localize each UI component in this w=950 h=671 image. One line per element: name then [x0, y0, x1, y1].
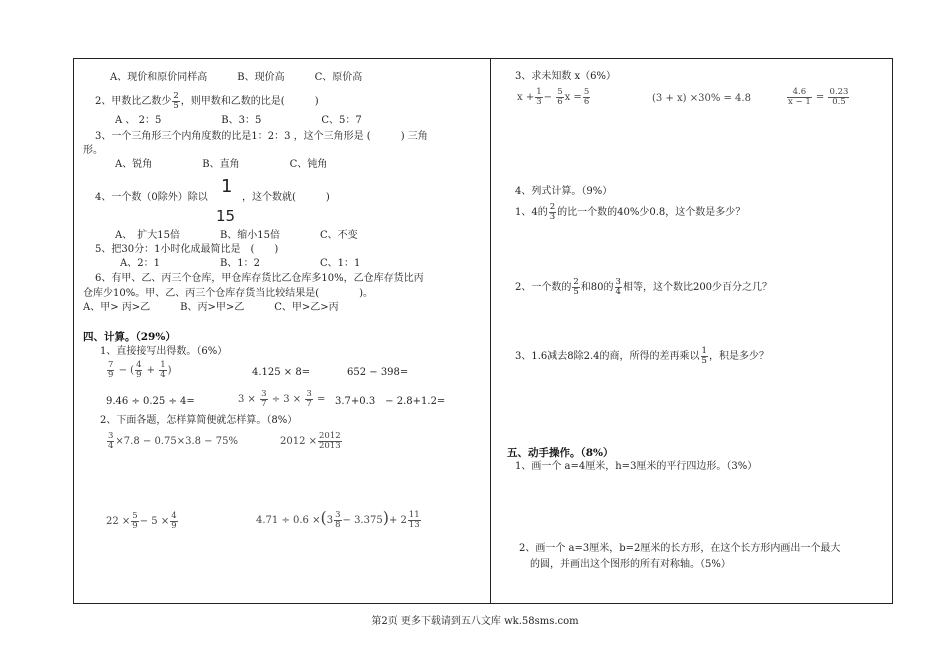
q4-frac-den: 15 [216, 207, 236, 225]
simplify-expr-b: 2012 × $\frac{2012}{2013}$ [280, 431, 341, 451]
q2-fraction: $\frac{2}{5}$ [173, 91, 179, 111]
q4-stem-b: ，这个数就( ) [242, 192, 330, 203]
simplify-expr-a: $\frac{3}{4}$ ×7.8 − 0.75×3.8 − 75% [108, 431, 238, 451]
q6-stem: 6、有甲、乙、丙三个仓库，甲仓库存货比乙仓库多10%，乙仓库存货比丙 [95, 273, 424, 284]
sec4-q1: 1、直接接写出得数。（6%） [100, 346, 228, 357]
q4-options: A、 扩大15倍 B、缩小15倍 C、不变 [115, 230, 358, 241]
q6-stem-cont: 仓库少10%。甲、乙、丙三个仓库存货当比较结果是( )。 [83, 288, 374, 299]
q6-options: A、甲> 丙>乙 B、丙>甲>乙 C、甲>乙>丙 [83, 302, 339, 313]
word-problem-3: 3、1.6减去8除2.4的商，所得的差再乘以 $\frac{1}{5}$ ，积是多少？ [515, 346, 769, 366]
sec4-q2: 2、下面各题，怎样算简便就怎样算。（8%） [100, 415, 298, 426]
simplify-expr-d: 4.71 ÷ 0.6 ×(3 $\frac{3}{8}$ − 3.375)+ 2 $\frac{11}{13}$ [256, 508, 420, 530]
page-footer: 第2页 更多下载请到五八文库 wk.58sms.com [371, 616, 579, 627]
word-problem-2: 2、一个数的 $\frac{2}{5}$ 和80的 $\frac{3}{4}$ 相等，这个数比200少百分之几？ [515, 277, 773, 297]
section-4-title: 四、计算。（29%） [83, 331, 176, 343]
operation-2: 2、画一个 a=3厘米，b=2厘米的长方形，在这个长方形内画出一个最大 [519, 543, 841, 554]
equation-2: (3 + x) ×30% = 4.8 [652, 93, 751, 104]
sec-q4: 4、列式计算。（9%） [515, 186, 613, 197]
equation-1: x + $\frac{1}{3}$ − $\frac{5}{6}$ x = $\frac{5}{6}$ [517, 87, 590, 107]
q2-stem: 2、甲数比乙数少 $\frac{2}{5}$ ，则甲数和乙数的比是( ) [95, 91, 319, 111]
q5-options: A、2：1 B、1：2 C、1：1 [120, 258, 361, 269]
q4-stem-a: 4、一个数（0除外）除以 [95, 192, 208, 203]
section-5-title: 五、动手操作。（8%） [507, 447, 614, 459]
word-problem-1: 1、4的 $\frac{2}{3}$ 的比一个数的40%少0.8，这个数是多少？ [515, 202, 746, 222]
sec-q3: 3、求未知数 x（6%） [515, 71, 617, 82]
q2-options: A 、 2：5 B、3：5 C、5：7 [115, 115, 362, 126]
equation-3: $\frac{4.6}{x - 1}$ = $\frac{0.23}{0.5}$ [788, 87, 849, 107]
simplify-expr-c: 22 × $\frac{5}{9}$ − 5 × $\frac{4}{9}$ [106, 511, 177, 531]
calc-expr-3: 652 − 398= [347, 367, 409, 378]
q3-stem-cont: 形。 [83, 145, 103, 156]
q3-options: A、锐角 B、直角 C、钝角 [115, 159, 328, 170]
calc-expr-4: 9.46 ÷ 0.25 ÷ 4= [106, 396, 195, 407]
operation-1: 1、画一个 a=4厘米，h=3厘米的平行四边形。（3%） [515, 461, 758, 472]
calc-expr-5: 3 × $\frac{3}{7}$ ÷ 3 × $\frac{3}{7}$ = [238, 389, 326, 409]
q1-options: A、现价和原价同样高 B、现价高 C、原价高 [110, 72, 363, 83]
q5-stem: 5、把30分：1小时化成最简比是 ( ) [95, 244, 279, 255]
operation-2-cont: 的圆，并画出这个图形的所有对称轴。（5%） [530, 559, 731, 570]
q3-stem: 3、一个三角形三个内角度数的比是1：2：3 ，这个三角形是 ( ) 三角 [95, 131, 428, 142]
calc-expr-1: $\frac{7}{9}$ − ( $\frac{4}{9}$ + $\frac{1}{4}$ ) [108, 360, 172, 380]
q4-frac-num: 1 [221, 176, 233, 197]
calc-expr-6: 3.7+0.3 − 2.8+1.2= [335, 396, 446, 407]
calc-expr-2: 4.125 × 8= [252, 367, 311, 378]
column-divider [490, 58, 491, 604]
